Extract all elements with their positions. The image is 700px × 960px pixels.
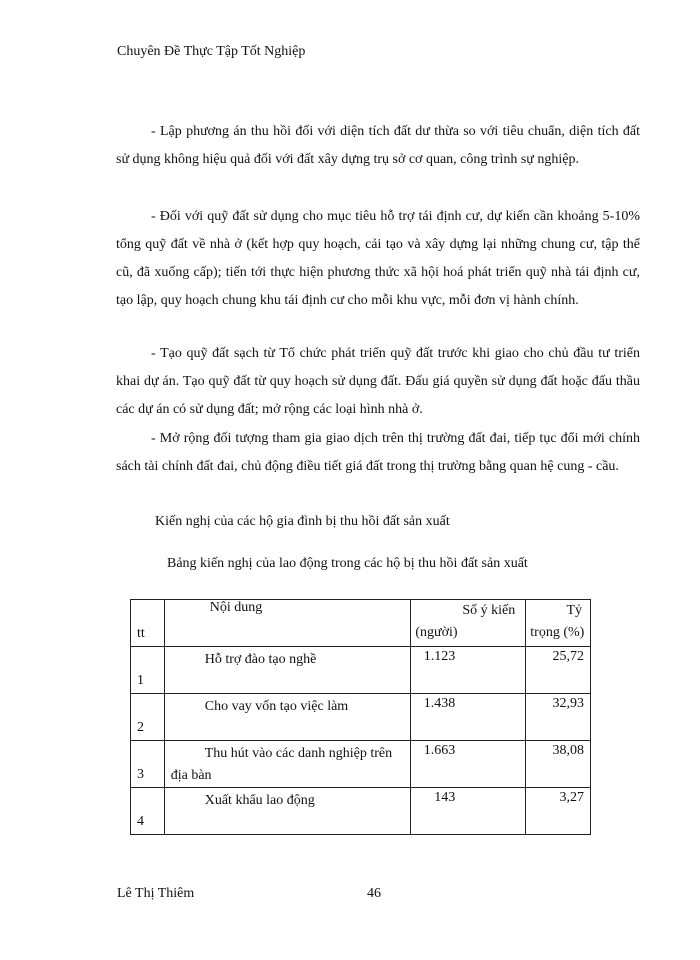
- header-tt: tt: [131, 600, 165, 647]
- header-so-y-kien: Số ý kiến (người): [411, 600, 526, 647]
- footer-author: Lê Thị Thiêm: [117, 886, 195, 901]
- cell-ty-trong: 3,27: [526, 788, 591, 835]
- cell-ty-trong: 32,93: [526, 694, 591, 741]
- cell-ty-trong: 38,08: [526, 741, 591, 788]
- table-row: [131, 788, 591, 835]
- table-row: [131, 741, 591, 788]
- cell-tt: 4: [131, 788, 165, 835]
- table-caption: Bảng kiến nghị của lao động trong các hộ bị thu hồi đất sản xuất: [167, 556, 528, 571]
- paragraph-2: - Đối với quỹ đất sử dụng cho mục tiêu hỗ trợ tái định cư, dự kiến cần khoảng 5-10% tổng quỹ đất về nhà ở (kết hợp quy hoạch, cải tạo và xây dựng lại những chung cư, tập thể cũ, đã xuống cấp); tiến tới thực hiện phương thức xã hội hoá phát triển quỹ nhà tái định cư, tạo lập, quy hoạch chung khu tái định cư cho mỗi khu vực, mỗi đơn vị hành chính.: [116, 209, 640, 308]
- cell-so-y-kien: 143: [411, 788, 526, 835]
- cell-noi-dung: Xuất khẩu lao động: [164, 788, 411, 835]
- cell-so-y-kien: 1.438: [411, 694, 526, 741]
- paragraph-3: - Tạo quỹ đất sạch từ Tổ chức phát triển quỹ đất trước khi giao cho chủ đầu tư triển khai dự án. Tạo quỹ đất từ quy hoạch sử dụng đất. Đấu giá quyền sử dụng đất hoặc đấu thầu các dự án có sử dụng đất; mở rộng các loại hình nhà ở.: [116, 346, 640, 417]
- cell-noi-dung: Thu hút vào các danh nghiệp trên địa bàn: [164, 741, 411, 788]
- header-noi-dung: Nội dung: [164, 600, 411, 647]
- table-header-row: [131, 600, 591, 647]
- cell-so-y-kien: 1.663: [411, 741, 526, 788]
- page-header-title: Chuyên Đề Thực Tập Tốt Nghiệp: [117, 44, 306, 59]
- table-row: [131, 647, 591, 694]
- cell-noi-dung: Cho vay vốn tạo việc làm: [164, 694, 411, 741]
- recommendation-heading: Kiến nghị của các hộ gia đình bị thu hồi đất sản xuất: [155, 514, 450, 529]
- paragraph-4: - Mở rộng đối tượng tham gia giao dịch trên thị trường đất đai, tiếp tục đổi mới chính sách tài chính đất đai, chủ động điều tiết giá đất trong thị trường bằng quan hệ cung - cầu.: [116, 431, 640, 474]
- cell-tt: 1: [131, 647, 165, 694]
- cell-so-y-kien: 1.123: [411, 647, 526, 694]
- cell-tt: 3: [131, 741, 165, 788]
- paragraph-1: - Lập phương án thu hồi đối với diện tích đất dư thừa so với tiêu chuẩn, diện tích đất sử dụng không hiệu quả đối với đất xây dựng trụ sở cơ quan, công trình sự nghiệp.: [116, 124, 640, 167]
- table-row: [131, 694, 591, 741]
- cell-ty-trong: 25,72: [526, 647, 591, 694]
- recommendation-table: [130, 599, 591, 835]
- cell-noi-dung: Hỗ trợ đào tạo nghề: [164, 647, 411, 694]
- cell-tt: 2: [131, 694, 165, 741]
- footer-page-number: 46: [367, 886, 381, 901]
- header-ty-trong: Tỷ trọng (%): [526, 600, 591, 647]
